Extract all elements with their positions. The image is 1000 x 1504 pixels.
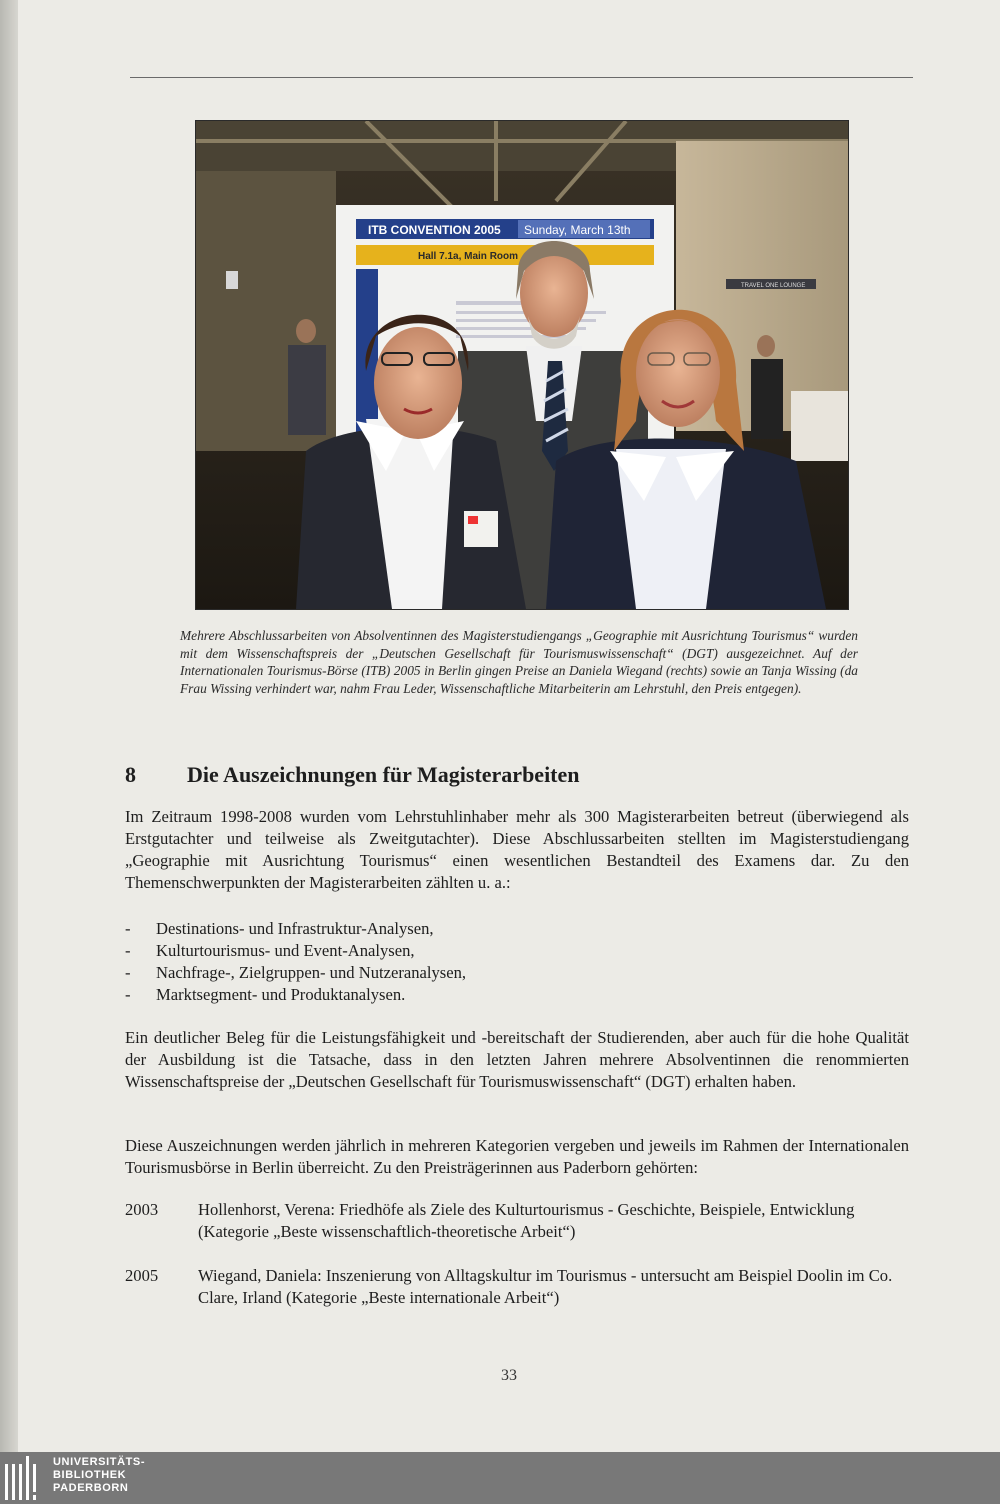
list-bullet: - (125, 919, 131, 938)
list-item-text: Marktsegment- und Produktanalysen. (156, 985, 406, 1004)
awards-intro-paragraph: Diese Auszeichnungen werden jährlich in mehreren Kategorien vergeben und jeweils im Rahmen der Internationalen Tourismusbörse in Berlin überreicht. Zu den Preisträgerinnen aus Paderborn gehörten: (125, 1136, 909, 1177)
award-year: 2003 (125, 1200, 159, 1219)
section-heading (125, 762, 915, 788)
event-photo (195, 120, 849, 610)
list-bullet: - (125, 963, 131, 982)
list-item (125, 940, 909, 962)
list-item (125, 918, 909, 940)
banner-hall: Hall 7.1a, Main Room (418, 251, 519, 262)
header-rule (130, 77, 913, 78)
award-entry (125, 1199, 909, 1243)
list-item-text: Kulturtourismus- und Event-Analysen, (156, 941, 415, 960)
section-number: 8 (125, 762, 136, 787)
award-text: Wiegand, Daniela: Inszenierung von Alltagskultur im Tourismus - untersucht am Beispiel Doolin im Co. Clare, Irland (Kategorie „Beste internationale Arbeit“) (198, 1266, 893, 1307)
list-item-text: Nachfrage-, Zielgruppen- und Nutzeranalysen, (156, 963, 467, 982)
list-item-text: Destinations- und Infrastruktur-Analysen, (156, 919, 434, 938)
intro-paragraph: Im Zeitraum 1998-2008 wurden vom Lehrstuhlinhaber mehr als 300 Magisterarbeiten betreut (überwiegend als Erstgutachter und teilweise als Zweitgutachter). Diese Abschlussarbeiten stellten im Magisterstudiengang „Geographie mit Ausrichtung Tourismus“ einen wesentlichen Bestandteil des Examens dar. Zu den Themenschwerpunkten der Magisterarbeiten zählten u. a.: (125, 807, 909, 892)
list-item (125, 962, 909, 984)
list-item (125, 984, 909, 1006)
award-year: 2005 (125, 1266, 159, 1285)
list-bullet: - (125, 941, 131, 960)
evidence-paragraph: Ein deutlicher Beleg für die Leistungsfähigkeit und -bereitschaft der Studierenden, aber auch für die hohe Qualität der Ausbildung ist die Tatsache, dass in den letzten Jahren mehrere Absolventinnen die renommierten Wissenschaftspreise der „Deutschen Gesellschaft für Tourismuswissenschaft“ (DGT) erhalten haben. (125, 1028, 909, 1091)
award-text: Hollenhorst, Verena: Friedhöfe als Ziele des Kulturtourismus - Geschichte, Beispiele, Entwicklung (Kategorie „Beste wissenschaftlich-theoretische Arbeit“) (198, 1200, 855, 1241)
library-logo-icon (5, 1456, 43, 1500)
document-page (18, 0, 1000, 1452)
topics-list (125, 918, 909, 1006)
caption-text: Mehrere Abschlussarbeiten von Absolventinnen des Magisterstudiengangs „Geographie mit Ausrichtung Tourismus“ wurden mit dem Wissenschaftspreis der „Deutschen Gesellschaft für Tourismuswissenschaft“ (DGT) ausgezeichnet. Auf der Internationalen Tourismus-Börse (ITB) 2005 in Berlin gingen Preise an Daniela Wiegand (rechts) sowie an Tanja Wissing (da Frau Wissing verhindert war, nahm Frau Leder, Wissenschaftliche Mitarbeiterin am Lehrstuhl, den Preis entgegen). (180, 628, 858, 696)
banner-title: ITB CONVENTION 2005 (368, 223, 501, 237)
library-name-line: BIBLIOTHEK (53, 1469, 127, 1481)
award-entry (125, 1265, 909, 1309)
library-name-line: UNIVERSITÄTS- (53, 1456, 146, 1468)
list-bullet: - (125, 985, 131, 1004)
section-title: Die Auszeichnungen für Magisterarbeiten (187, 762, 580, 787)
photo-sign-text: TRAVEL ONE LOUNGE (741, 283, 806, 289)
page-number: 33 (501, 1367, 517, 1384)
library-footer (0, 1452, 1000, 1504)
page-edge (0, 0, 18, 1452)
library-logo-text (53, 1456, 145, 1495)
library-name-line: PADERBORN (53, 1482, 129, 1494)
photo-caption (180, 627, 858, 697)
banner-date: Sunday, March 13th (524, 223, 631, 237)
